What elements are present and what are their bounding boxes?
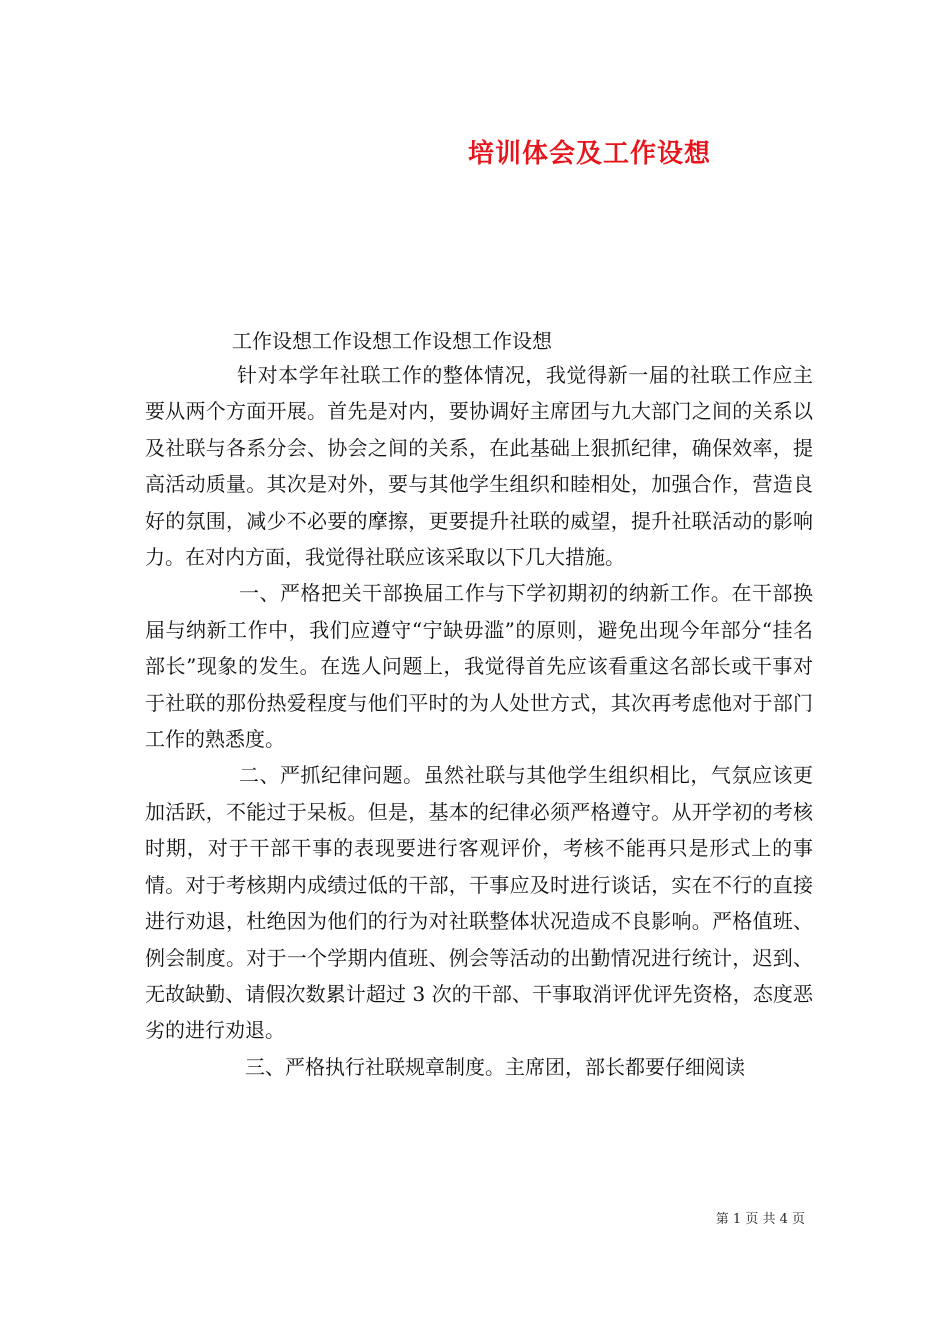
document-subheading: 工作设想工作设想工作设想工作设想 (232, 329, 552, 353)
body-paragraph-4: 三、严格执行社联规章制度。主席团，部长都要仔细阅读 (245, 1054, 745, 1079)
body-paragraph-2: 一、严格把关干部换届工作与下学初期初的纳新工作。在干部换届与纳新工作中，我们应遵守“宁缺毋滥”的原则，避免出现今年部分“挂名部长”现象的发生。在选人问题上，我觉得首先应该看重这名部长或干事对于社联的那份热爱程度与他们平时的为人处世方式，其次再考虑他对于部门工作的熟悉度。 (145, 581, 813, 752)
document-body (145, 357, 813, 1085)
body-paragraph-1: 针对本学年社联工作的整体情况，我觉得新一届的社联工作应主要从两个方面开展。首先是对内，要协调好主席团与九大部门之间的关系以及社联与各系分会、协会之间的关系，在此基础上狠抓纪律，确保效率，提高活动质量。其次是对外，要与其他学生组织和睦相处，加强合作，营造良好的氛围，减少不必要的摩擦，更要提升社联的威望，提升社联活动的影响力。在对内方面，我觉得社联应该采取以下几大措施。 (145, 363, 813, 570)
document-title: 培训体会及工作设想 (468, 139, 712, 169)
page-number-footer: 第 1 页 共 4 页 (715, 1212, 805, 1227)
body-paragraph-3: 二、严抓纪律问题。虽然社联与其他学生组织相比，气氛应该更加活跃，不能过于呆板。但是，基本的纪律必须严格遵守。从开学初的考核时期，对于干部干事的表现要进行客观评价，考核不能再只是形式上的事情。对于考核期内成绩过低的干部，干事应及时进行谈话，实在不行的直接进行劝退，杜绝因为他们的行为对社联整体状况造成不良影响。严格值班、例会制度。对于一个学期内值班、例会等活动的出勤情况进行统计，迟到、无故缺勤、请假次数累计超过 3 次的干部、干事取消评优评先资格，态度恶劣的进行劝退。 (145, 763, 813, 1043)
